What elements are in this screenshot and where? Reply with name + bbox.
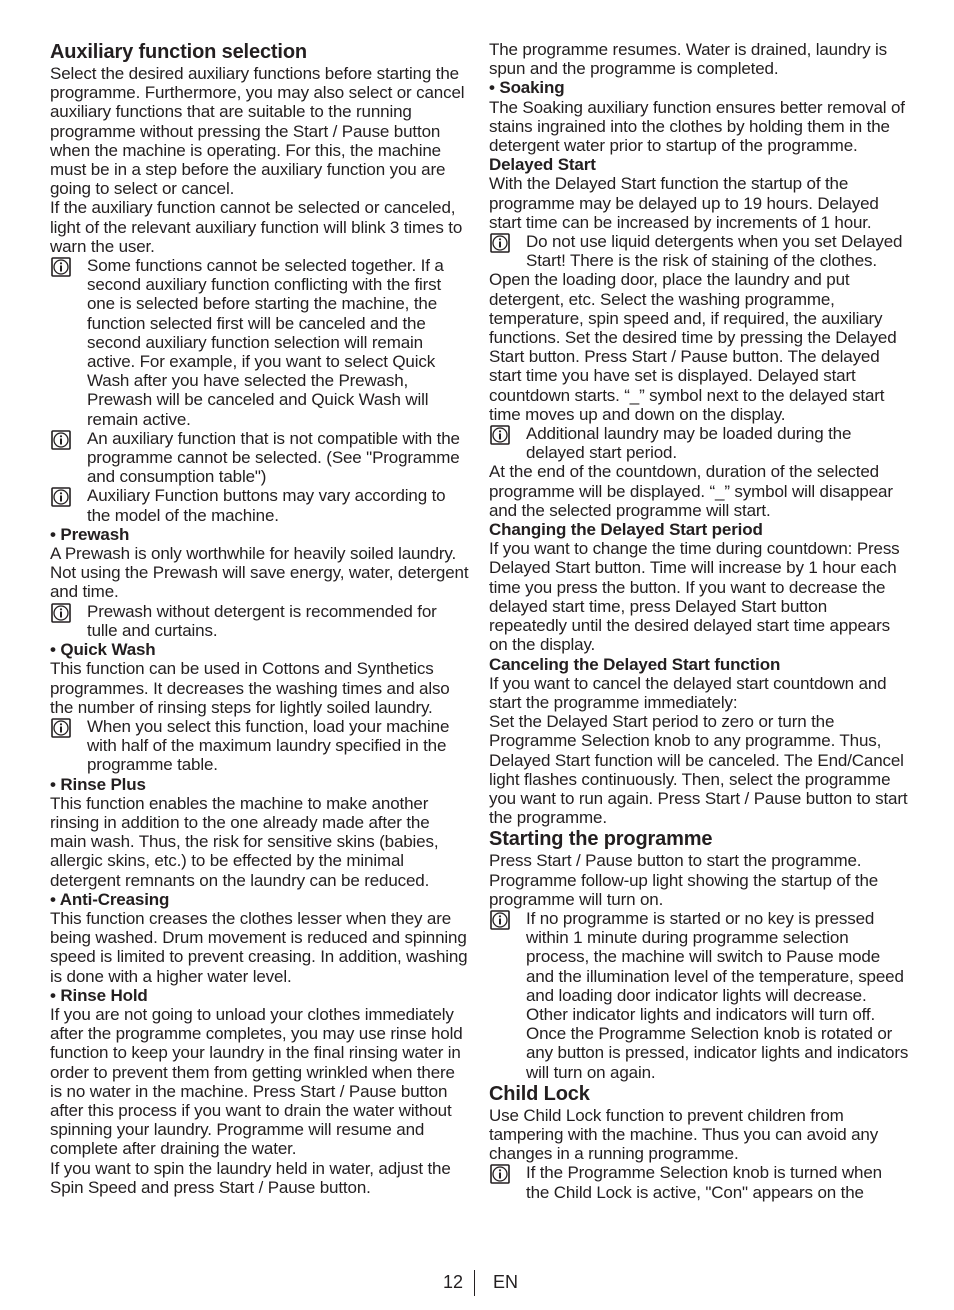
note	[50, 486, 470, 524]
note	[489, 909, 909, 1082]
info-icon	[51, 603, 71, 623]
info-icon	[490, 910, 510, 930]
note	[489, 232, 909, 270]
paragraph: This function enables the machine to make another rinsing in addition to the one already made after the main wash. Thus, the risk for sensitive skins (babies, allergic skins, etc.) to be effected by the minimal detergent remnants on the laundry can be reduced.	[50, 793, 439, 890]
page-footer	[0, 1270, 954, 1296]
info-icon	[51, 257, 71, 277]
info-icon	[51, 430, 71, 450]
heading-changing-delayed-start: Changing the Delayed Start period	[489, 520, 763, 540]
paragraph: If you want to cancel the delayed start countdown and start the programme immediately:	[489, 673, 887, 712]
paragraph: With the Delayed Start function the startup of the programme may be delayed up to 19 hours. Delayed start time can be increased by increments of 1 hour.	[489, 174, 879, 232]
paragraph: Press Start / Pause button to start the programme. Programme follow-up light showing the startup of the programme will turn on.	[489, 851, 879, 909]
heading-rinse-hold: • Rinse Hold	[50, 985, 148, 1005]
page-number: 12	[442, 1272, 463, 1292]
paragraph: A Prewash is only worthwhile for heavily soiled laundry. Not using the Prewash will save energy, water, detergent and time.	[50, 544, 469, 602]
paragraph: Open the loading door, place the laundry and put detergent, etc. Select the washing programme, temperature, spin speed and, if required, the auxiliary functions. Set the desired time by pressing the Delayed Start button. Press Start / Pause button. The delayed start time you have set is displayed. Delayed start countdown starts. “_” symbol next to the delayed start time moves up and down on the display.	[489, 270, 897, 424]
info-icon	[51, 718, 71, 738]
paragraph: If you want to change the time during countdown: Press Delayed Start button. Time will increase by 1 hour each time you press the button. If you want to decrease the delayed start time, press Delayed Start button repeatedly until the desired delayed start time appears on the display.	[489, 539, 900, 655]
heading-quick-wash: • Quick Wash	[50, 640, 156, 660]
heading-delayed-start: Delayed Start	[489, 155, 596, 175]
note	[50, 256, 470, 429]
info-icon	[51, 487, 71, 507]
paragraph: Use Child Lock function to prevent children from tampering with the machine. Thus you can avoid any changes in a running programme.	[489, 1105, 879, 1164]
note-text: Auxiliary Function buttons may vary according to the model of the machine.	[87, 486, 446, 525]
heading-soaking: • Soaking	[489, 78, 565, 98]
paragraph: If you are not going to unload your clothes immediately after the programme completes, you may use rinse hold function to keep your laundry in the final rinsing water in order to prevent them from getting wrinkled when there is no water in the machine. Press Start / Pause button after this process if you want to drain the water without spinning your laundry. Programme will resume and complete after draining the water.	[50, 1004, 463, 1159]
heading-anti-creasing: • Anti-Creasing	[50, 889, 170, 909]
paragraph: This function creases the clothes lesser when they are being washed. Drum movement is reduced and spinning speed is limited to prevent creasing. In addition, washing is done with a higher water level.	[50, 908, 468, 986]
note-text: Prewash without detergent is recommended for tulle and curtains.	[87, 601, 437, 640]
heading-starting-the-programme: Starting the programme	[489, 828, 713, 851]
heading-rinse-plus: • Rinse Plus	[50, 774, 146, 794]
note	[50, 429, 470, 487]
note	[489, 1163, 909, 1201]
language-code: EN	[493, 1272, 519, 1292]
note-text: If no programme is started or no key is pressed within 1 minute during programme selection process, the machine will switch to Pause mode and the illumination level of the temperature, speed and loading door indicator lights will decrease. Other indicator lights and indicators will turn off. Once the Programme Selection knob is rotated or any button is pressed, indicator lights and indicators will turn on again.	[526, 908, 909, 1082]
note-text: If the Programme Selection knob is turned when the Child Lock is active, "Con" appears on the	[526, 1163, 882, 1202]
heading-prewash: • Prewash	[50, 524, 130, 544]
note	[489, 424, 909, 462]
note-text: When you select this function, load your machine with half of the maximum laundry specified in the programme table.	[87, 716, 450, 775]
note	[50, 602, 470, 640]
note-text: Some functions cannot be selected together. If a second auxiliary function conflicting with the first one is selected before starting the machine, the function selected first will be canceled and the second auxiliary function selection will remain active. For example, if you want to select Quick Wash after you have selected the Prewash, Prewash will be canceled and Quick Wash will remain active.	[87, 256, 444, 429]
right-column	[489, 40, 909, 1202]
info-icon	[490, 1164, 510, 1184]
info-icon	[490, 233, 510, 253]
note	[50, 717, 470, 775]
paragraph: Select the desired auxiliary functions before starting the programme. Furthermore, you may also select or cancel auxiliary functions that are suitable to the running programme without pressing the Start / Pause button when the machine is operating. For this, the machine must be in a step before the auxiliary function you are going to select or cancel.	[50, 64, 465, 199]
heading-child-lock: Child Lock	[489, 1082, 590, 1105]
paragraph: Set the Delayed Start period to zero or turn the Programme Selection knob to any programme. Thus, Delayed Start function will be canceled. The End/Cancel light flashes continuously. Then, select the programme you want to run again. Press Start / Pause button to start the programme.	[489, 712, 908, 828]
note-text: Additional laundry may be loaded during the delayed start period.	[526, 424, 852, 463]
paragraph: The Soaking auxiliary function ensures better removal of stains ingrained into the clothes by holding them in the detergent water prior to startup of the programme.	[489, 97, 905, 156]
footer-divider	[474, 1270, 475, 1296]
info-icon	[490, 425, 510, 445]
heading-canceling-delayed-start: Canceling the Delayed Start function	[489, 654, 781, 674]
paragraph: If the auxiliary function cannot be selected or canceled, light of the relevant auxiliary function will blink 3 times to warn the user.	[50, 198, 463, 256]
note-text: Do not use liquid detergents when you set Delayed Start! There is the risk of staining of the clothes.	[526, 232, 903, 271]
paragraph: The programme resumes. Water is drained, laundry is spun and the programme is completed.	[489, 40, 887, 79]
heading-auxiliary-function-selection: Auxiliary function selection	[50, 41, 307, 63]
paragraph: If you want to spin the laundry held in water, adjust the Spin Speed and press Start / Pause button.	[50, 1158, 451, 1197]
paragraph: At the end of the countdown, duration of the selected programme will be displayed. “_” symbol will disappear and the selected programme will start.	[489, 462, 893, 520]
left-column	[50, 40, 470, 1197]
paragraph: This function can be used in Cottons and Synthetics programmes. It decreases the washing times and also the number of rinsing steps for lightly soiled laundry.	[50, 659, 450, 717]
note-text: An auxiliary function that is not compatible with the programme cannot be selected. (See "Programme and consumption table")	[87, 428, 460, 487]
